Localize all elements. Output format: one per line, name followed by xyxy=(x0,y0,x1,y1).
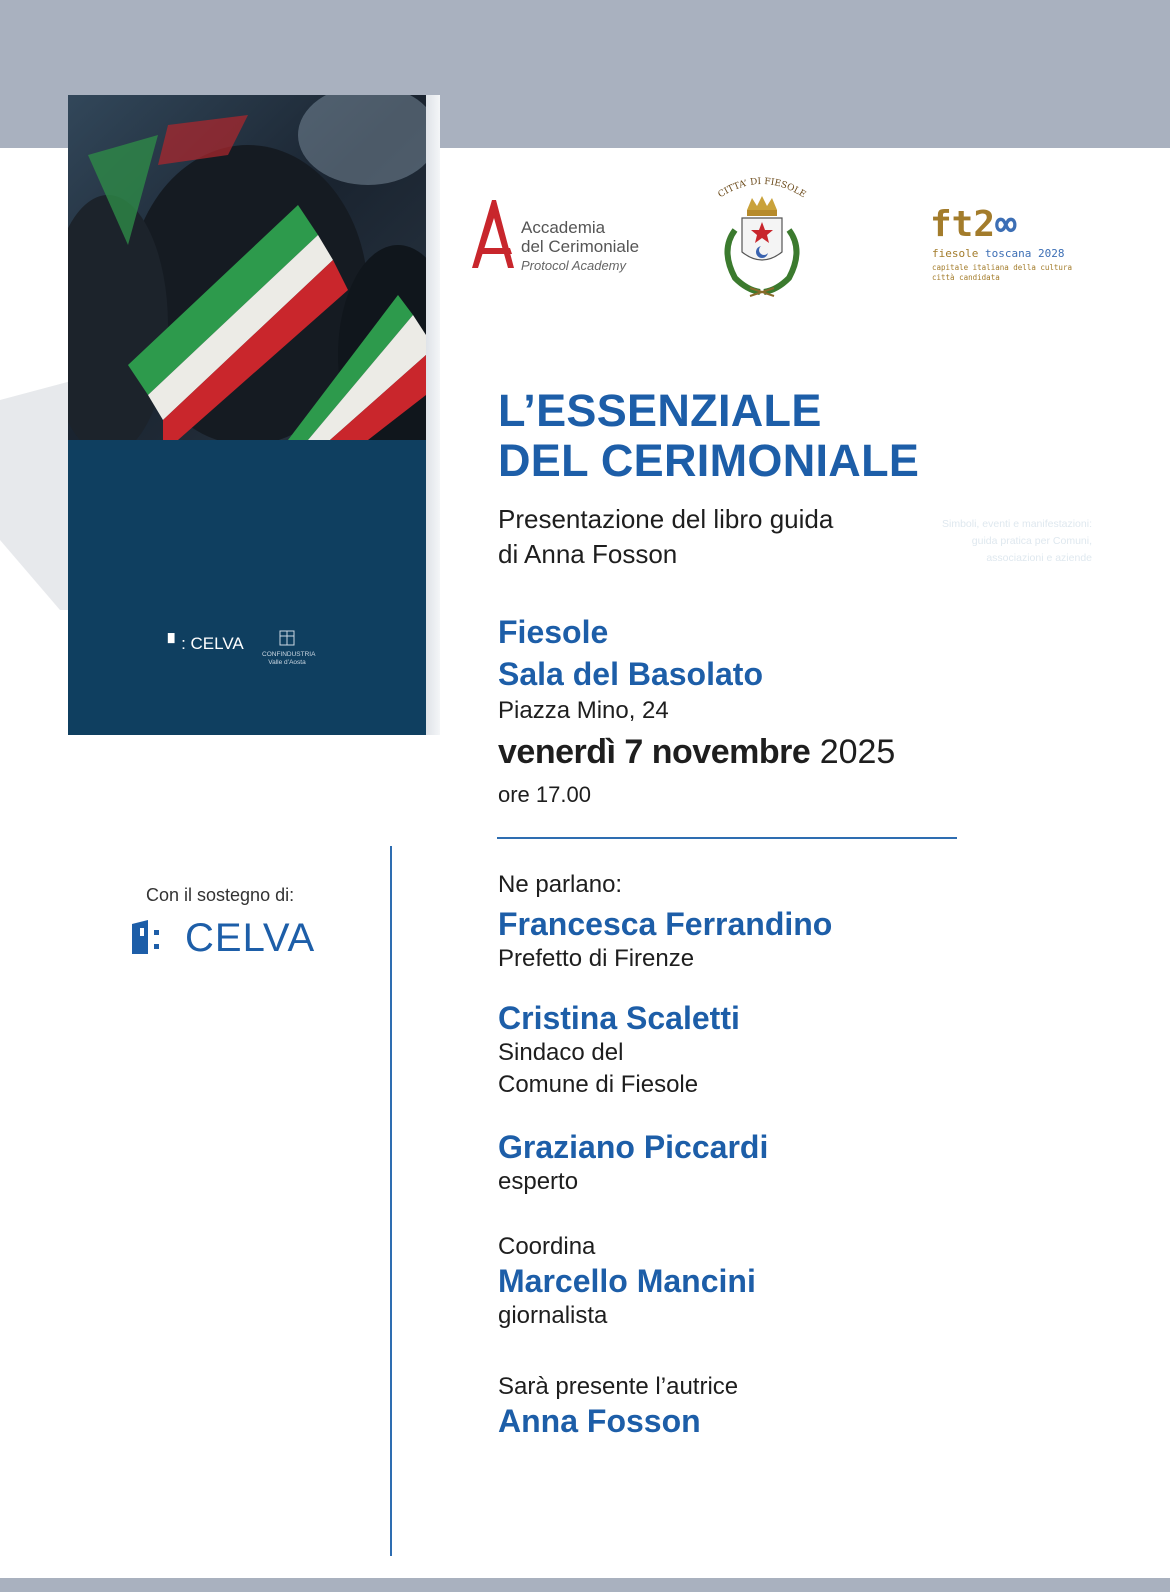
fiesole-arc-text: CITTA’ DI FIESOLE xyxy=(716,176,808,201)
divider-horizontal xyxy=(497,837,957,839)
speaker-name: Cristina Scaletti xyxy=(498,1000,740,1036)
speaker-role: esperto xyxy=(498,1168,579,1195)
speaker-item xyxy=(498,905,832,975)
event-subtitle-line1: Presentazione del libro guida xyxy=(498,504,834,534)
celva-mark-icon xyxy=(130,916,160,956)
speaker-item xyxy=(498,999,740,1101)
book-publisher xyxy=(168,634,244,654)
book-cover-lower xyxy=(68,440,426,735)
book-partner xyxy=(262,628,316,667)
event-time: ore 17.00 xyxy=(498,782,591,807)
speaker-role: Sindaco del xyxy=(498,1039,624,1066)
confindustria-icon xyxy=(277,628,297,648)
event-subtitle xyxy=(498,502,833,572)
sponsor-label: Con il sostegno di: xyxy=(146,885,295,905)
ft2028-line1a: fiesole xyxy=(932,247,979,260)
author-block xyxy=(498,1372,738,1440)
speakers-intro-label: Ne parlano: xyxy=(498,871,623,898)
accademia-line3: Protocol Academy xyxy=(521,258,627,273)
accademia-line1: Accademia xyxy=(521,218,606,237)
book-partner-line: Valle d’Aosta xyxy=(268,659,306,666)
moderator-label: Coordina xyxy=(498,1233,596,1260)
celva-mark-icon: ▘: xyxy=(168,634,191,653)
event-date xyxy=(498,733,895,772)
moderator-block xyxy=(498,1232,756,1332)
event-title-line1: L’ESSENZIALE xyxy=(498,385,822,436)
divider-vertical xyxy=(390,846,392,1556)
ft2028-infinity-icon: ∞ xyxy=(995,204,1017,245)
venue-address: Piazza Mino, 24 xyxy=(498,697,669,724)
book-subtitle xyxy=(872,516,1092,567)
book-title-line2: DEL CERIMONIALE xyxy=(883,486,1092,512)
ft2028-mark: ft2 xyxy=(930,204,996,245)
ft2028-logo xyxy=(930,204,1017,245)
ft2028-line2 xyxy=(932,263,1072,283)
speaker-item xyxy=(498,1128,768,1198)
author-label: Sarà presente l’autrice xyxy=(498,1373,739,1400)
fiesole-crest-logo xyxy=(705,170,820,305)
event-title-line2: DEL CERIMONIALE xyxy=(498,435,920,486)
venue-city: Fiesole xyxy=(498,614,609,650)
book-partner-line: CONFINDUSTRIA xyxy=(262,651,316,658)
event-date-year: 2025 xyxy=(819,733,896,771)
author-name: Anna Fosson xyxy=(498,1403,701,1439)
speakers-intro xyxy=(498,870,622,900)
event-title xyxy=(498,386,919,486)
book-cover-photo xyxy=(68,95,426,440)
speaker-name: Graziano Piccardi xyxy=(498,1129,769,1165)
moderator-name: Marcello Mancini xyxy=(498,1263,756,1299)
sponsor-name: CELVA xyxy=(185,916,316,960)
speaker-role: Comune di Fiesole xyxy=(498,1071,699,1098)
moderator-role: giornalista xyxy=(498,1302,608,1329)
book-subtitle-line: Simboli, eventi e manifestazioni: xyxy=(942,518,1092,530)
bottom-band xyxy=(0,1578,1170,1592)
ft2028-line1 xyxy=(932,247,1064,260)
ft2028-line2-text: capitale italiana della cultura xyxy=(932,263,1072,272)
book-publisher-name: CELVA xyxy=(190,634,244,653)
speaker-role: Prefetto di Firenze xyxy=(498,945,695,972)
book-title-line1: L’ESSENZIALE xyxy=(891,455,1092,487)
event-subtitle-line2: di Anna Fosson xyxy=(498,539,678,569)
book-subtitle-line: guida pratica per Comuni, xyxy=(971,535,1092,547)
venue-hall: Sala del Basolato xyxy=(498,656,763,692)
ft2028-line1b: toscana 2028 xyxy=(984,247,1065,260)
event-date-day: venerdì 7 novembre xyxy=(498,733,811,771)
book-author: ANNA FOSSON xyxy=(1014,583,1092,595)
book-subtitle-line: associazioni e aziende xyxy=(986,552,1092,564)
book-cover xyxy=(68,95,440,735)
speaker-name: Francesca Ferrandino xyxy=(498,906,833,942)
ft2028-line3-text: città candidata xyxy=(932,273,1000,282)
accademia-line2: del Cerimoniale xyxy=(521,237,640,256)
book-spine xyxy=(426,95,440,735)
